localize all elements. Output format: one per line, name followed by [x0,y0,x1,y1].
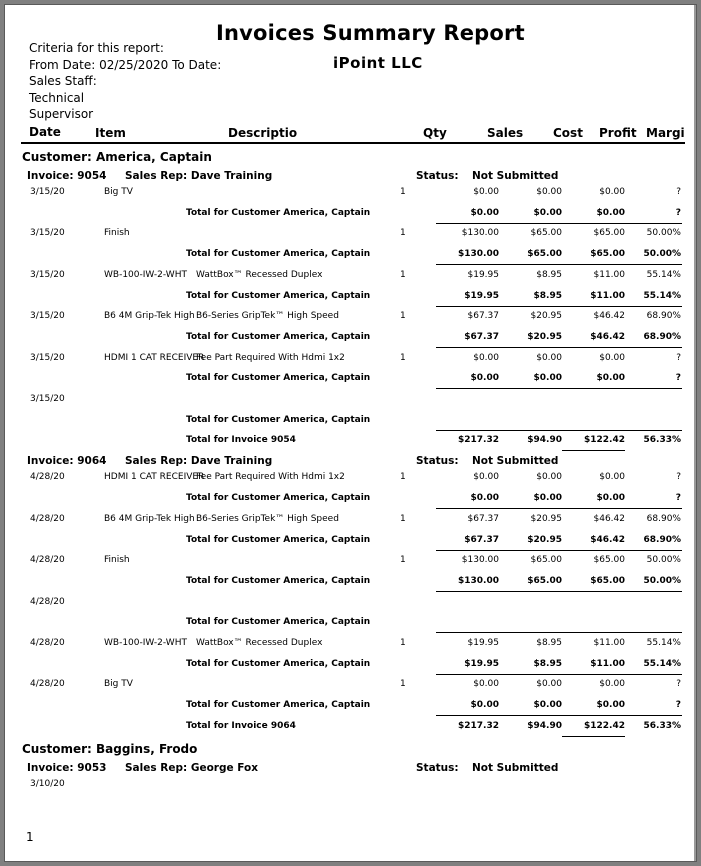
line-total-label: Total for Customer America, Captain [186,373,371,384]
invoice-total-cost: $94.90 [527,720,562,731]
invoice-total-profit-rule [562,736,625,737]
line-total-label: Total for Customer America, Captain [186,414,371,425]
line-margin: 55.14% [646,269,681,280]
line-total-sales: $0.00 [470,207,499,218]
line-total-sales: $19.95 [464,658,499,669]
sales-rep: Sales Rep: Dave Training [125,455,273,468]
col-date: Date [29,125,61,139]
line-date: 3/15/20 [30,187,65,197]
line-total-margin: ? [675,493,681,504]
col-sales: Sales [487,126,524,140]
line-date: 3/15/20 [30,352,65,363]
line-item: B6 4M Grip-Tek High [104,513,195,524]
line-total-label: Total for Customer America, Captain [186,534,371,545]
status-label: Status: [416,170,459,182]
line-qty: 1 [400,269,406,280]
sales-rep: Sales Rep: Dave Training [125,170,273,182]
line-total-margin: 50.00% [643,249,681,260]
line-date: 4/28/20 [30,679,65,690]
line-item: WB-100-IW-2-WHT [104,638,187,648]
line-sales: $130.00 [461,228,499,239]
line-total-label: Total for Customer America, Captain [186,290,371,301]
line-description: Fee Part Required With Hdmi 1x2 [196,352,345,363]
line-total-cost: $20.95 [527,534,562,545]
line-sales: $0.00 [473,352,499,363]
page-number: 1 [26,830,34,844]
line-total-rule [436,715,682,716]
line-qty: 1 [400,555,406,566]
line-description: WattBox™ Recessed Duplex [196,269,323,280]
header-rule [21,142,685,144]
line-total-cost: $0.00 [533,373,562,384]
invoice-total-margin: 56.33% [643,720,681,731]
line-total-cost: $8.95 [533,658,562,669]
report-title: Invoices Summary Report [216,21,525,45]
line-item: HDMI 1 CAT RECEIVER [104,352,205,363]
line-qty: 1 [400,638,406,648]
line-item: Finish [104,228,130,239]
line-qty: 1 [400,187,406,197]
line-total-profit: $65.00 [590,249,625,260]
line-item: Finish [104,555,130,566]
line-cost: $0.00 [536,352,562,363]
line-date: 3/15/20 [30,269,65,280]
line-total-rule [436,430,682,431]
line-total-profit: $11.00 [590,658,625,669]
col-profit: Profit [599,126,637,140]
line-sales: $19.95 [467,269,499,280]
line-total-sales: $67.37 [464,534,499,545]
line-description: Fee Part Required With Hdmi 1x2 [196,472,345,483]
line-profit: $65.00 [593,228,625,239]
col-cost: Cost [553,126,583,140]
line-cost: $65.00 [530,555,562,566]
status-badge: Not Submitted [472,170,559,182]
line-total-rule [436,632,682,633]
line-total-profit: $65.00 [590,575,625,586]
line-margin: ? [676,187,681,197]
invoice-total-profit-rule [562,450,625,451]
line-profit: $0.00 [599,472,625,483]
line-profit: $0.00 [599,187,625,197]
line-date: 3/10/20 [30,778,65,789]
line-total-sales: $130.00 [458,575,499,586]
col-item: Item [95,126,126,140]
line-total-margin: 68.90% [643,331,681,342]
line-profit: $11.00 [593,638,625,648]
line-total-margin: ? [675,207,681,218]
line-description: B6-Series GripTek™ High Speed [196,311,339,322]
line-total-cost: $65.00 [527,249,562,260]
line-cost: $8.95 [536,269,562,280]
company-name: iPoint LLC [333,54,423,72]
line-total-margin: 68.90% [643,534,681,545]
line-cost: $0.00 [536,679,562,690]
line-cost: $0.00 [536,187,562,197]
line-date: 4/28/20 [30,513,65,524]
line-margin: 68.90% [646,311,681,322]
line-sales: $130.00 [461,555,499,566]
line-cost: $20.95 [530,311,562,322]
line-total-profit: $0.00 [596,700,625,711]
line-sales: $0.00 [473,472,499,483]
line-total-profit: $11.00 [590,290,625,301]
line-sales: $67.37 [467,513,499,524]
line-cost: $0.00 [536,472,562,483]
line-total-cost: $0.00 [533,207,562,218]
line-date: 3/15/20 [30,394,65,404]
line-item: WB-100-IW-2-WHT [104,269,187,280]
line-total-profit: $0.00 [596,207,625,218]
line-total-profit: $46.42 [590,534,625,545]
line-sales: $0.00 [473,679,499,690]
role-supervisor: Supervisor [29,107,94,121]
line-total-rule [436,388,682,389]
line-qty: 1 [400,228,406,239]
line-total-rule [436,347,682,348]
line-date: 3/15/20 [30,311,65,322]
col-description: Descriptio [228,126,298,140]
line-total-sales: $19.95 [464,290,499,301]
line-sales: $0.00 [473,187,499,197]
line-profit: $11.00 [593,269,625,280]
invoice-total-sales: $217.32 [458,720,499,731]
line-date: 4/28/20 [30,555,65,566]
line-total-margin: ? [675,373,681,384]
line-total-margin: 55.14% [643,658,681,669]
report-page [4,4,697,862]
invoice-number: Invoice: 9054 [27,170,107,182]
role-technical: Technical [29,91,85,105]
line-description: B6-Series GripTek™ High Speed [196,513,339,524]
line-total-rule [436,674,682,675]
line-total-cost: $0.00 [533,493,562,504]
line-total-sales: $130.00 [458,249,499,260]
line-profit: $0.00 [599,352,625,363]
line-total-rule [436,550,682,551]
line-qty: 1 [400,513,406,524]
line-item: HDMI 1 CAT RECEIVER [104,472,205,483]
line-total-sales: $0.00 [470,700,499,711]
line-total-label: Total for Customer America, Captain [186,493,371,504]
line-total-sales: $0.00 [470,493,499,504]
line-margin: ? [676,679,681,690]
line-total-label: Total for Customer America, Captain [186,331,371,342]
line-total-cost: $65.00 [527,575,562,586]
line-item: B6 4M Grip-Tek High [104,311,195,322]
status-badge: Not Submitted [472,761,559,774]
line-date: 4/28/20 [30,596,65,607]
line-total-label: Total for Customer America, Captain [186,700,371,711]
line-item: Big TV [104,187,133,197]
criteria-label: Criteria for this report: [29,41,164,55]
invoice-total-label: Total for Invoice 9054 [186,435,296,446]
line-cost: $8.95 [536,638,562,648]
status-badge: Not Submitted [472,455,559,468]
line-total-label: Total for Customer America, Captain [186,617,371,628]
line-date: 4/28/20 [30,638,65,648]
sales-staff-label: Sales Staff: [29,74,97,88]
line-total-margin: 55.14% [643,290,681,301]
line-margin: 50.00% [646,228,681,239]
col-qty: Qty [423,126,447,140]
line-total-rule [436,264,682,265]
line-description: WattBox™ Recessed Duplex [196,638,323,648]
line-profit: $46.42 [593,311,625,322]
date-range: From Date: 02/25/2020 To Date: [29,58,222,72]
line-qty: 1 [400,352,406,363]
line-date: 4/28/20 [30,472,65,483]
line-cost: $65.00 [530,228,562,239]
line-profit: $0.00 [599,679,625,690]
line-total-sales: $0.00 [470,373,499,384]
line-sales: $19.95 [467,638,499,648]
line-date: 3/15/20 [30,228,65,239]
line-item: Big TV [104,679,133,690]
line-margin: 50.00% [646,555,681,566]
line-cost: $20.95 [530,513,562,524]
line-total-cost: $20.95 [527,331,562,342]
status-label: Status: [416,761,459,774]
line-total-rule [436,223,682,224]
sales-rep: Sales Rep: George Fox [125,761,259,774]
invoice-total-cost: $94.90 [527,435,562,446]
invoice-total-margin: 56.33% [643,435,681,446]
invoice-total-sales: $217.32 [458,435,499,446]
invoice-number: Invoice: 9053 [27,761,107,774]
line-qty: 1 [400,679,406,690]
line-total-margin: 50.00% [643,575,681,586]
status-label: Status: [416,455,459,468]
line-total-rule [436,508,682,509]
line-margin: 68.90% [646,513,681,524]
invoice-total-profit: $122.42 [584,720,625,731]
line-margin: 55.14% [646,638,681,648]
line-qty: 1 [400,311,406,322]
line-qty: 1 [400,472,406,483]
line-total-cost: $0.00 [533,700,562,711]
invoice-total-profit: $122.42 [584,435,625,446]
line-total-profit: $0.00 [596,493,625,504]
line-total-profit: $46.42 [590,331,625,342]
line-margin: ? [676,472,681,483]
invoice-number: Invoice: 9064 [27,455,107,468]
line-total-label: Total for Customer America, Captain [186,207,371,218]
line-total-label: Total for Customer America, Captain [186,658,371,669]
line-total-label: Total for Customer America, Captain [186,575,371,586]
line-total-profit: $0.00 [596,373,625,384]
customer-header: Customer: Baggins, Frodo [22,741,198,756]
customer-header: Customer: America, Captain [22,150,212,164]
line-sales: $67.37 [467,311,499,322]
line-total-rule [436,306,682,307]
line-profit: $65.00 [593,555,625,566]
line-total-rule [436,591,682,592]
line-total-cost: $8.95 [533,290,562,301]
invoice-total-label: Total for Invoice 9064 [186,720,296,731]
line-total-sales: $67.37 [464,331,499,342]
col-margin: Margi [646,126,685,140]
line-total-margin: ? [675,700,681,711]
line-profit: $46.42 [593,513,625,524]
line-margin: ? [676,352,681,363]
line-total-label: Total for Customer America, Captain [186,249,371,260]
